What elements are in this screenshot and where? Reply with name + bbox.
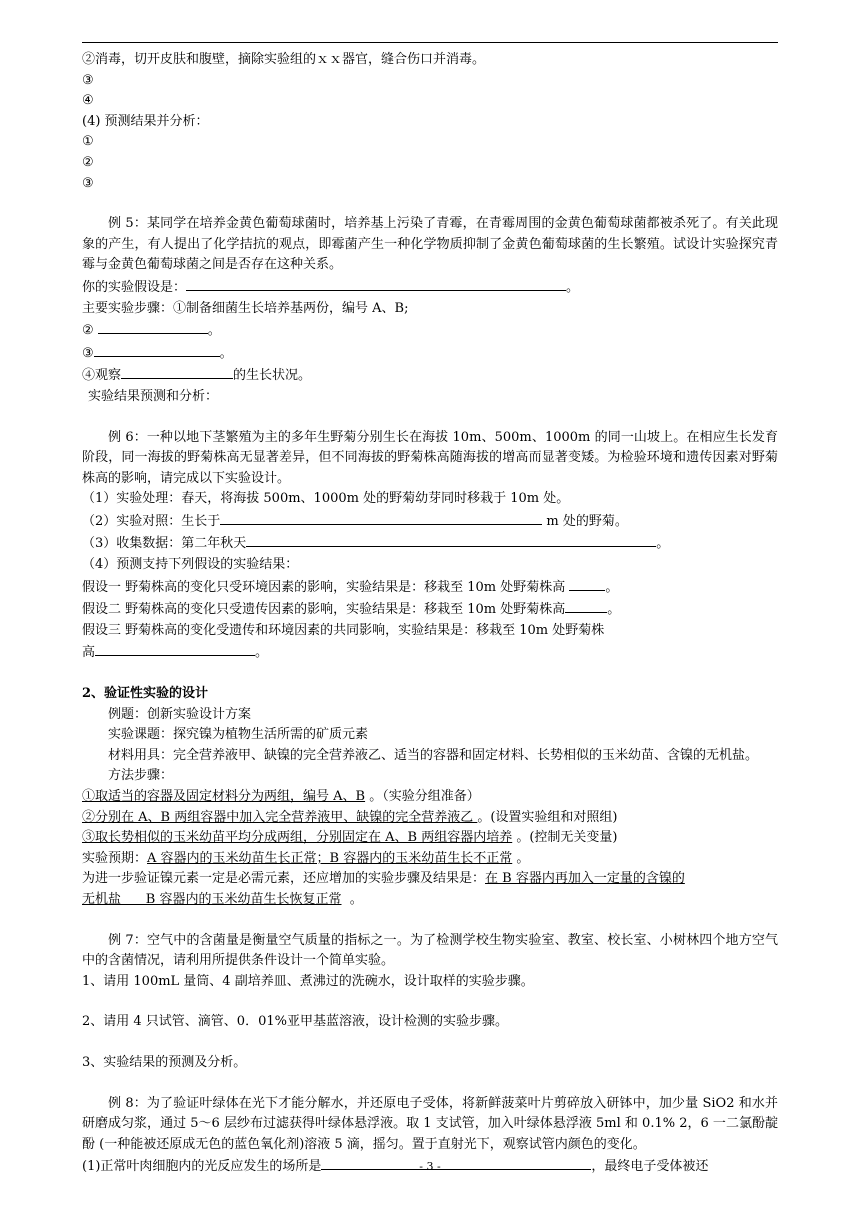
spacer [82,664,778,684]
punct: 。 [512,850,530,866]
text-line: ②消毒，切开皮肤和腹壁，摘除实验组的ｘｘ器官，缝合伤口并消毒。 [82,52,486,67]
punct: 。 [341,891,363,907]
note-text: 。（实验分组准备） [365,789,480,804]
answer-blank [121,364,233,379]
example-8-paragraph: 例 8：为了验证叶绿体在光下才能分解水，并还原电子受体，将新鲜菠菜叶片剪碎放入研钵中，加少量 SiO2 和水并研磨成匀浆，通过 5～6 层纱布过滤获得叶绿体悬浮液。取 1 支试管，加入叶绿体悬浮液 5ml 和 0.1% 2，6 一二氯酚靛酚 (一种能被还原成无色的蓝色氧化剂)溶液 5 滴，摇匀。置于直射光下，观察试管内颜色的变化。 [82,1095,778,1152]
text-line [82,849,778,870]
text-line: 方法步骤： [108,768,174,784]
text-line [82,364,778,387]
step-text: ④观察 [82,368,122,384]
spacer [82,911,778,931]
text-line: 主要实验步骤：①制备细菌生长培养基两份，编号 A、B; [82,300,409,316]
text-line [82,869,778,890]
text-line [82,342,778,365]
materials-paragraph: 材料用具：完全营养液甲、缺镍的完全营养液乙、适当的容器和固定材料、长势相似的玉米幼苗、含镍的无机盐。 [108,747,759,763]
answer-blank [94,342,220,357]
punct: 。 [566,279,580,295]
punct: 。 [255,645,269,661]
section-heading: 2、验证性实验的设计 [82,686,209,702]
punct: 。 [656,536,670,552]
item-text: （3）收集数据：第二年秋天 [82,536,247,552]
text-line: 实验课题：探究镍为植物生活所需的矿质元素 [108,727,369,743]
answer-blank [246,532,656,547]
text-line: ④ [82,93,94,109]
text-line [82,890,778,911]
header-rule [82,42,778,43]
item-text: （2）实验对照：生长于 [82,513,221,529]
text-line [82,598,778,621]
page-number: - 3 - [419,1160,441,1173]
hypothesis-label: 你的实验假设是： [82,279,187,295]
question-line: 3、实验结果的预测及分析。 [82,1054,247,1070]
answer-blank [98,319,208,334]
step-marker: ③ [82,345,94,361]
question-text: (1)正常叶肉细胞内的光反应发生的场所是 [82,1159,322,1175]
question-line: 2、请用 4 只试管、滴管、0．01%亚甲基蓝溶液，设计检测的实验步骤。 [82,1014,508,1030]
hypothesis-text: 高 [82,645,96,661]
step-text: 的生长状况。 [233,368,312,384]
text-line [82,787,778,808]
text-line [82,641,778,664]
text-line [82,276,778,299]
spacer [82,1074,778,1094]
answer-blank [186,276,566,291]
text-line [82,808,778,829]
label-text: 实验预期： [82,850,148,866]
note-text: 。(控制无关变量) [512,830,618,846]
label-text: 为进一步验证镍元素一定是必需元素，还应增加的实验步骤及结果是： [82,871,486,887]
text-line [82,319,778,342]
answer-blank [569,576,605,591]
example-7-paragraph: 例 7：空气中的含菌量是衡量空气质量的指标之一。为了检测学校生物实验室、教室、校长室、小树林四个地方空气中的含菌情况，请利用所提供条件设计一个简单实验。 [82,932,778,969]
note-text: 。(设置实验组和对照组) [477,809,618,825]
underlined-answer: 在 B 容器内再加入一定量的含镍的 [485,871,685,887]
hypothesis-text: 假设二 野菊株高的变化只受遗传因素的影响，实验结果是：移栽至 10m 处野菊株高 [82,602,566,618]
text-line [82,576,778,599]
text-line [82,510,778,533]
text-line: ① [82,134,94,150]
question-line: 1、请用 100mL 量筒、4 副培养皿、煮沸过的洗碗水，设计取样的实验步骤。 [82,973,534,989]
underlined-answer: ③取长势相似的玉米幼苗平均分成两组，分别固定在 A、B 两组容器内培养 [82,830,513,846]
text-line: 实验结果预测和分析： [88,388,219,404]
text-line: ③ [82,72,94,88]
text-line: 例题：创新实验设计方案 [108,706,252,722]
punct: 。 [607,602,621,618]
answer-blank [220,510,542,525]
underlined-answer: ①取适当的容器及固定材料分为两组，编号 A、B [82,789,366,804]
spacer [82,992,778,1012]
text-line: （4）预测支持下列假设的实验结果： [82,557,299,573]
text-line: (4) 预测结果并分析： [82,113,209,129]
underlined-answer: 无机盐 B 容器内的玉米幼苗生长恢复正常 [82,891,342,907]
text-line: 假设三 野菊株高的变化受遗传和环境因素的共同影响，实验结果是：移栽至 10m 处野菊株 [82,622,605,638]
example-6-paragraph: 例 6：一种以地下茎繁殖为主的多年生野菊分别生长在海拔 10m、500m、1000m 的同一山坡上。在相应生长发育阶段，同一海拔的野菊株高无显著差异，但不同海拔的野菊株高随海拔的增高而显著变矮。为检验环境和遗传因素对野菊株高的影响，请完成以下实验设计。 [82,429,778,486]
text-line: ③ [82,175,94,191]
page-content [82,50,778,1178]
punct: 。 [219,345,233,361]
spacer [82,194,778,214]
item-text: m 处的野菊。 [542,513,628,529]
step-marker: ② [82,323,94,339]
hypothesis-text: 假设一 野菊株高的变化只受环境因素的影响，实验结果是：移栽至 10m 处野菊株高 [82,579,570,595]
punct: 。 [207,323,221,339]
text-line [82,532,778,555]
question-text: ，最终电子受体被还 [591,1159,709,1175]
underlined-answer: A 容器内的玉米幼苗生长正常；B 容器内的玉米幼苗生长不正常 [147,850,513,866]
answer-blank [95,641,255,656]
spacer [82,408,778,428]
text-line: ② [82,154,94,170]
text-line: （1）实验处理：春天，将海拔 500m、1000m 处的野菊幼芽同时移栽于 10m 处。 [82,491,570,507]
spacer [82,1033,778,1053]
punct: 。 [605,579,619,595]
example-5-paragraph: 例 5：某同学在培养金黄色葡萄球菌时，培养基上污染了青霉，在青霉周围的金黄色葡萄球菌都被杀死了。有关此现象的产生，有人提出了化学拮抗的观点，即霉菌产生一种化学物质抑制了金黄色葡萄球菌的生长繁殖。试设计实验探究青霉与金黄色葡萄球菌之间是否存在这种关系。 [82,216,778,273]
underlined-answer: ②分别在 A、B 两组容器中加入完全营养液甲、缺镍的完全营养液乙 [82,809,478,825]
text-line [82,828,778,849]
answer-blank [565,598,607,613]
